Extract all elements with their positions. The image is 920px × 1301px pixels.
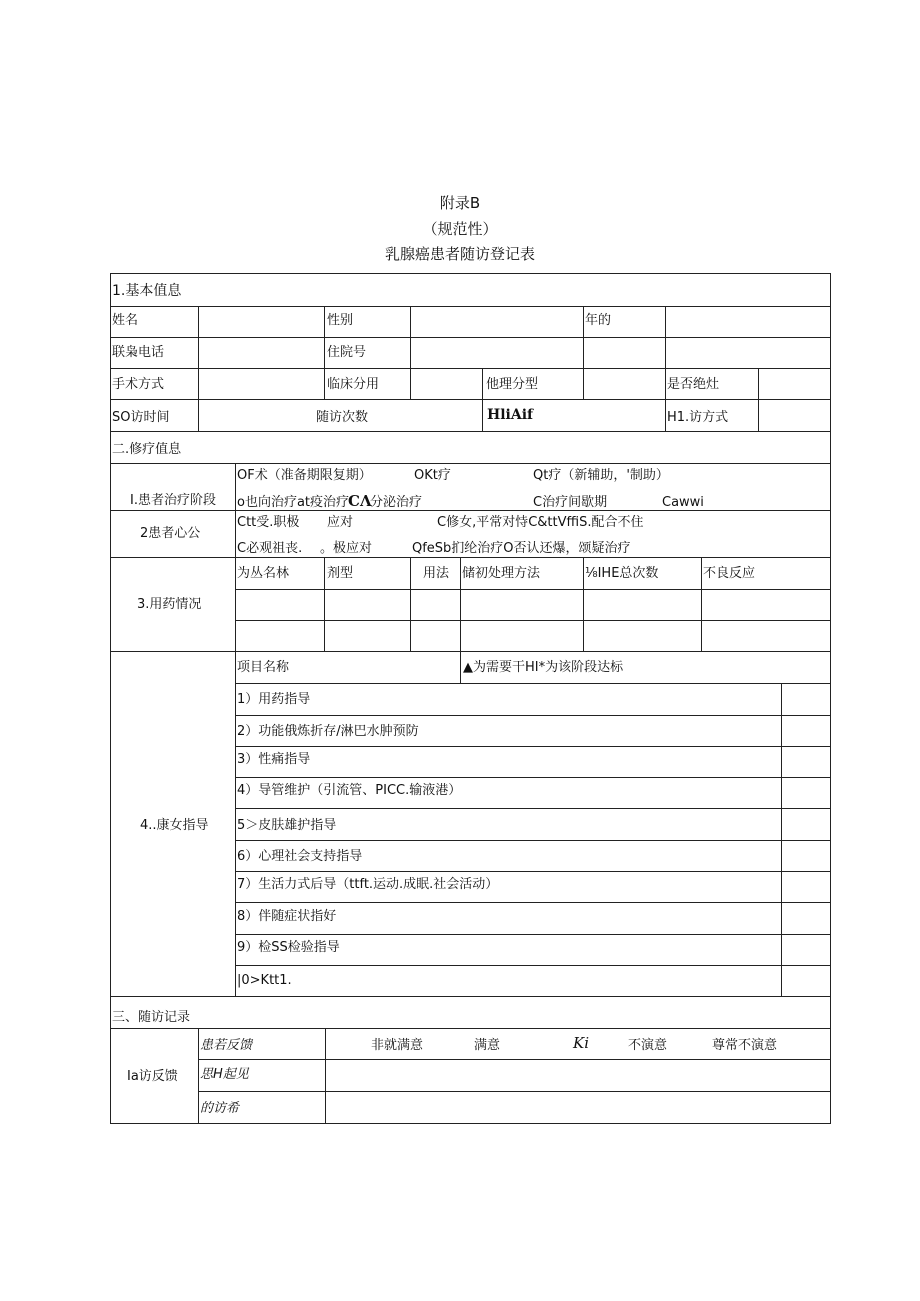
- followup-section-title: 三、随访记录: [112, 1010, 191, 1025]
- med-header-usage: 用法: [423, 566, 450, 581]
- menopause-label: 是否绝灶: [667, 377, 720, 392]
- rule: [583, 557, 584, 651]
- rule: [324, 306, 325, 399]
- visit-method-label: H1.访方式: [667, 410, 729, 425]
- med-header-name: 为丛名林: [237, 566, 290, 581]
- rule: [235, 777, 831, 778]
- rule: [235, 808, 831, 809]
- followup-feedback-label: Ia访反馈: [127, 1069, 178, 1084]
- hospital-no-label: 住院号: [327, 345, 367, 360]
- treatment-stage-label: I.患者治疗阶段: [130, 493, 216, 508]
- option-interval: C治疗间歇期: [533, 495, 608, 510]
- visit-count-label: 随访次数: [316, 410, 369, 425]
- option-targeted: o也向治疗at疫治疗: [237, 495, 350, 510]
- visit-time-label: SO访时间: [112, 410, 170, 425]
- mind-positive: Ctt受.职极: [237, 515, 300, 530]
- rule: [110, 651, 831, 652]
- rule: [198, 1059, 831, 1060]
- form-title: [0, 243, 920, 264]
- rule: [235, 871, 831, 872]
- form-title-text: 乳腺癌患者随访登记表: [384, 245, 535, 263]
- table-border-top: [110, 273, 831, 274]
- rule: [410, 557, 411, 651]
- rule: [110, 399, 831, 400]
- rule: [110, 510, 831, 511]
- patient-mind-label: 2患者心公: [140, 526, 201, 541]
- patient-feedback-label: 患若反馈: [200, 1038, 253, 1053]
- rule: [110, 1028, 831, 1029]
- rule: [583, 368, 584, 399]
- med-header-form: 剂型: [327, 566, 354, 581]
- rehab-item: 1）用药指导: [237, 692, 311, 707]
- option-radio: Qt疗（新辅助，'制助）: [533, 468, 669, 483]
- surgery-label: 手术方式: [112, 377, 165, 392]
- clinical-stage-label: 临床分用: [327, 377, 380, 392]
- option-endocrine-mark: CΛ: [348, 492, 372, 510]
- rule: [110, 368, 831, 369]
- rehab-item: 7）生活力式后导（ttft.运动.成眠.社会活动）: [237, 877, 499, 892]
- rule: [198, 1028, 199, 1123]
- basic-section-title: 1.基本值息: [112, 283, 182, 299]
- medication-label: 3.用药情况: [137, 597, 202, 612]
- rehab-item-header: 项目名称: [237, 660, 290, 675]
- rule: [460, 651, 461, 683]
- mind-cooperate: C修女,平常对恃C&ttVffiS.配合不住: [437, 515, 644, 530]
- satisfaction-mark: Ki: [573, 1034, 590, 1052]
- rule: [235, 746, 831, 747]
- rule: [235, 840, 831, 841]
- stamp-text: HliAif: [487, 407, 534, 423]
- mind-pessimistic: C必观祖丧.: [237, 541, 303, 556]
- rehab-item: 9）检SS检验指导: [237, 940, 340, 955]
- rule: [482, 368, 483, 399]
- visitor-label: 的访希: [200, 1101, 240, 1116]
- age-label: 年的: [585, 313, 612, 328]
- med-header-total: ⅛IHE总次数: [585, 566, 659, 581]
- rule: [110, 337, 831, 338]
- rule: [235, 463, 236, 996]
- rehab-item: 6）心理社会支持指导: [237, 849, 363, 864]
- satisfaction-ok: 满意: [474, 1038, 501, 1053]
- rule: [235, 683, 831, 684]
- rehab-item: 4）导管维护（引流管、PICC.输液港）: [237, 783, 462, 798]
- rule: [110, 557, 831, 558]
- pathology-label: 他理分型: [486, 377, 539, 392]
- rule: [235, 934, 831, 935]
- table-border-bottom: [110, 1123, 831, 1124]
- rule: [665, 306, 666, 431]
- rule: [110, 463, 831, 464]
- rehab-item: |0>Ktt1.: [237, 973, 292, 988]
- rehab-item: 8）伴随症状指好: [237, 909, 337, 924]
- option-other: Cawwi: [662, 495, 704, 510]
- appendix-label: [0, 192, 920, 213]
- phone-label: 联枭电话: [112, 345, 165, 360]
- rule: [583, 306, 584, 368]
- name-label: 姓名: [112, 313, 139, 328]
- rehab-label: 4..康女指导: [140, 818, 209, 833]
- rule: [110, 306, 831, 307]
- normative-label: [0, 218, 920, 239]
- rule: [325, 1028, 326, 1123]
- option-endocrine: 分泌治疗: [370, 495, 423, 510]
- rule: [410, 306, 411, 399]
- gender-label: 性别: [327, 313, 354, 328]
- rule: [235, 902, 831, 903]
- rehab-item: 2）功能俄炼折存/淋巴水肿预防: [237, 724, 419, 739]
- rehab-note: ▲为需要干HI*为该阶段达标: [463, 660, 624, 675]
- med-header-adverse: 不良反应: [703, 566, 756, 581]
- rule: [235, 715, 831, 716]
- med-header-handling: 储初处理方法: [462, 566, 541, 581]
- mind-cope: 应对: [327, 515, 354, 530]
- rule: [110, 996, 831, 997]
- normative-label-text: （规范性）: [422, 220, 498, 238]
- rule: [235, 965, 831, 966]
- rehab-item: 3）性痛指导: [237, 752, 311, 767]
- rule: [460, 557, 461, 651]
- rule: [324, 557, 325, 651]
- rule: [198, 1091, 831, 1092]
- rule: [110, 431, 831, 432]
- mind-refuse: QfeSb扪纶治疗O否认还爆，颂疑治疗: [412, 541, 631, 556]
- rule: [482, 399, 483, 431]
- option-chemo: OKt疗: [414, 468, 451, 483]
- rule: [758, 368, 759, 431]
- patient-opinion-label: 思H起见: [200, 1067, 249, 1082]
- appendix-label-text: 附录B: [439, 194, 481, 212]
- rule: [781, 683, 782, 996]
- rule: [701, 557, 702, 651]
- satisfaction-very-not: 尊常不演意: [712, 1038, 778, 1053]
- satisfaction-not: 不演意: [628, 1038, 668, 1053]
- mind-negative: 。极应对: [320, 541, 373, 556]
- satisfaction-very: 非就满意: [371, 1038, 424, 1053]
- treatment-section-title: 二.修疗值息: [112, 442, 182, 457]
- rule: [198, 306, 199, 431]
- option-surgery: OF术（准备期限复期）: [237, 468, 372, 483]
- rehab-item: 5＞皮肤雄护指导: [237, 818, 337, 833]
